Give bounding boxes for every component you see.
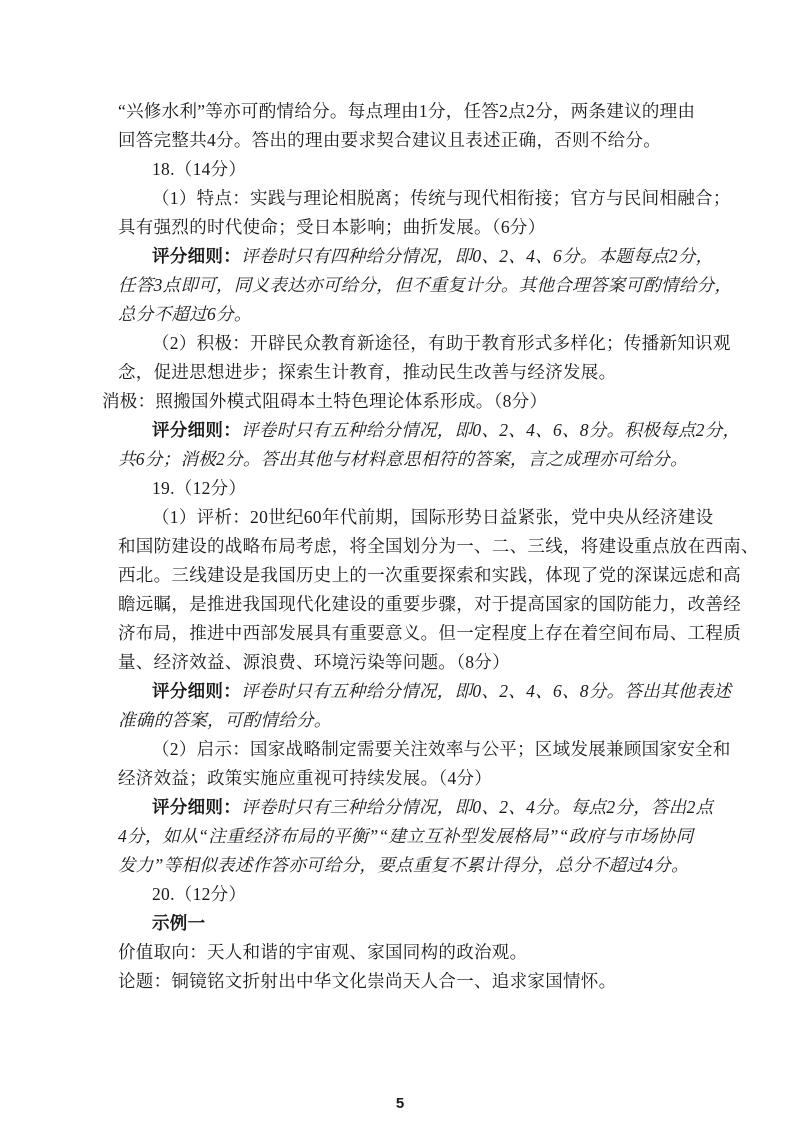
scoring-rule-text: 评卷时只有五种给分情况，即0、2、4、6、8分。答出其他表述: [241, 681, 732, 701]
text-line: 和国防建设的战略布局考虑，将全国划分为一、二、三线，将建设重点放在西南、: [118, 536, 759, 556]
question-heading-18: 18.（14分）: [152, 159, 247, 179]
scoring-rule-text: 评卷时只有五种给分情况，即0、2、4、6、8分。积极每点2分，: [241, 420, 741, 440]
question-heading-20: 20.（12分）: [152, 884, 247, 904]
text-line: 消极：照搬国外模式阻碍本土特色理论体系形成。（8分）: [102, 391, 548, 411]
text-line: 济布局，推进中西部发展具有重要意义。但一定程度上存在着空间布局、工程质: [118, 623, 741, 643]
text-line: 总分不超过6分。: [118, 304, 252, 324]
text-line: 4分，如从“注重经济布局的平衡”“建立互补型发展格局”“政府与市场协同: [118, 826, 694, 846]
scoring-rule-label: 评分细则：: [152, 246, 241, 266]
scoring-rule-line: [152, 792, 713, 822]
text-line: 具有强烈的时代使命；受日本影响；曲折发展。（6分）: [118, 217, 546, 237]
scoring-rule-label: 评分细则：: [152, 797, 241, 817]
scoring-rule-label: 评分细则：: [152, 681, 241, 701]
question-heading-19: 19.（12分）: [152, 478, 247, 498]
text-line: 西北。三线建设是我国历史上的一次重要探索和实践，体现了党的深谋远虑和高: [118, 565, 741, 585]
text-line: 回答完整共4分。答出的理由要求契合建议且表述正确，否则不给分。: [118, 130, 662, 150]
scoring-rule-text: 评卷时只有四种给分情况，即0、2、4、6分。本题每点2分，: [241, 246, 714, 266]
text-line: 共6分；消极2分。答出其他与材料意思相符的答案，言之成理亦可给分。: [118, 449, 688, 469]
text-line: 量、经济效益、源浪费、环境污染等问题。（8分）: [118, 652, 510, 672]
example-heading: 示例一: [152, 913, 206, 933]
text-line: 经济效益；政策实施应重视可持续发展。（4分）: [118, 768, 493, 788]
text-line: 发力”等相似表述作答亦可给分，要点重复不累计得分，总分不超过4分。: [118, 855, 689, 875]
scoring-rule-line: [152, 676, 731, 706]
text-line: 价值取向：天人和谐的宇宙观、家国同构的政治观。: [118, 942, 528, 962]
text-line: 论题：铜镜铭文折射出中华文化崇尚天人合一、追求家国情怀。: [118, 971, 617, 991]
text-line: 任答3点即可，同义表达亦可给分，但不重复计分。其他合理答案可酌情给分，: [118, 275, 733, 295]
scoring-rule-line: [152, 241, 713, 271]
text-line: （2）启示：国家战略制定需要关注效率与公平；区域发展兼顾国家安全和: [152, 739, 731, 759]
text-line: 准确的答案，可酌情给分。: [118, 710, 332, 730]
page-number: 5: [395, 1095, 405, 1112]
text-line: 瞻远瞩，是推进我国现代化建设的重要步骤，对于提高国家的国防能力，改善经: [118, 594, 741, 614]
text-line: （1）评析：20世纪60年代前期，国际形势日益紧张，党中央从经济建设: [152, 507, 714, 527]
scoring-rule-line: [152, 415, 740, 445]
text-line: （2）积极：开辟民众教育新途径，有助于教育形式多样化；传播新知识观: [152, 333, 731, 353]
text-line: 念，促进思想进步；探索生计教育，推动民生改善与经济发展。: [118, 362, 617, 382]
text-line: “兴修水利”等亦可酌情给分。每点理由1分，任答2点2分，两条建议的理由: [118, 101, 696, 121]
scoring-rule-text: 评卷时只有三种给分情况，即0、2、4分。每点2分，答出2点: [241, 797, 714, 817]
text-line: （1）特点：实践与理论相脱离；传统与现代相衔接；官方与民间相融合；: [152, 188, 731, 208]
scoring-rule-label: 评分细则：: [152, 420, 241, 440]
